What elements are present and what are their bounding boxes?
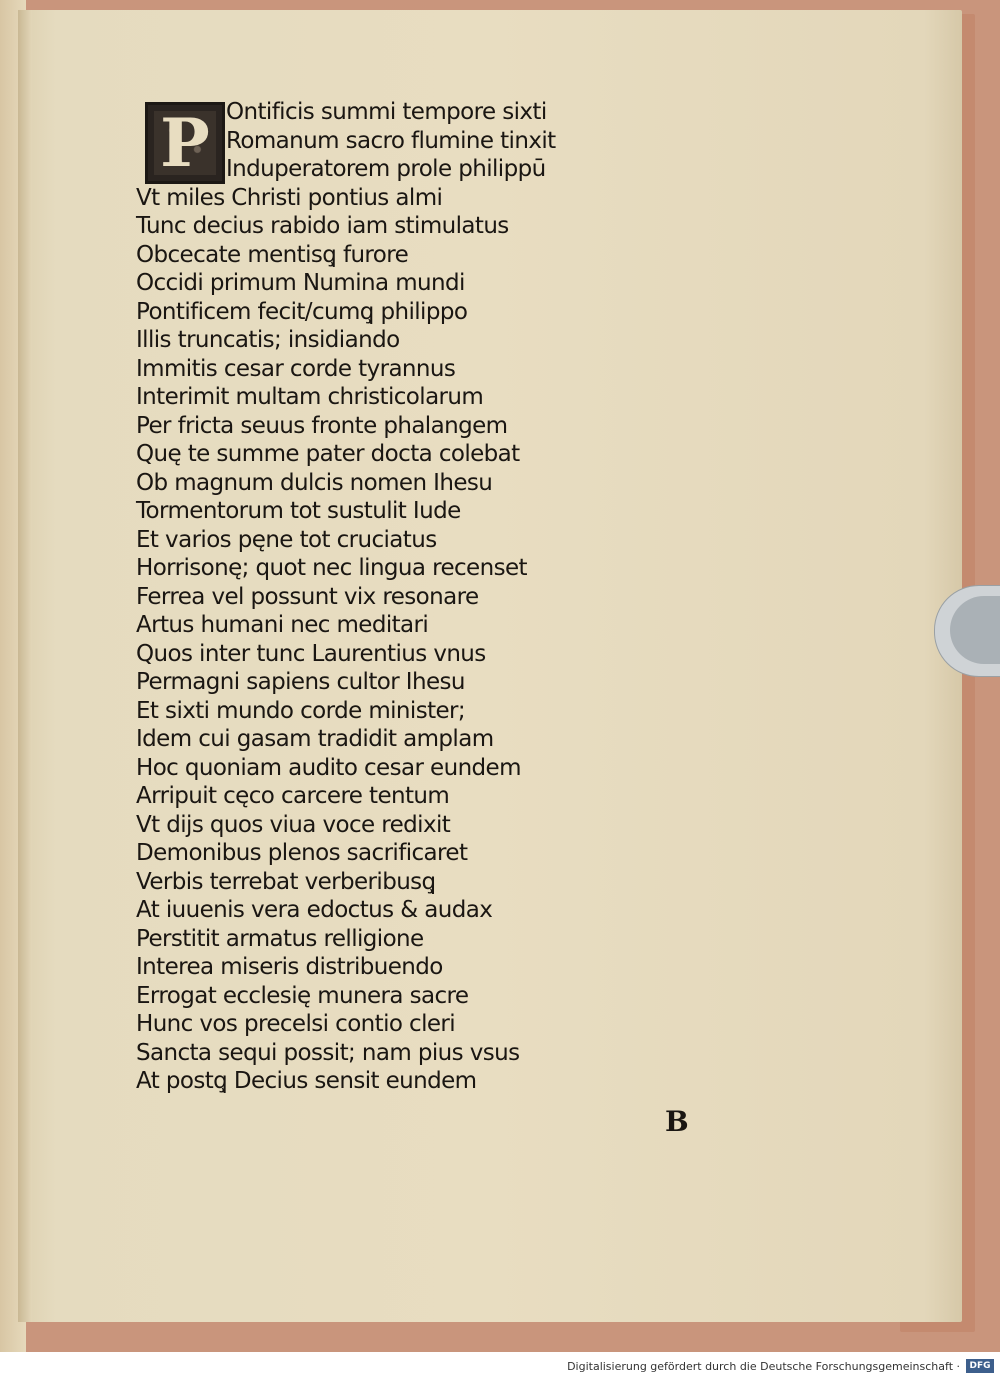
verse-line: Illis truncatis; insidiando [136,327,400,353]
verse-line: At iuuenis vera edoctus & audax [136,897,493,923]
initial-letter: P [160,104,210,182]
verse-line: Interea miseris distribuendo [136,954,443,980]
verse-line: Et varios pęne tot cruciatus [136,526,437,553]
verse-line: Permagni sapiens cultor Ihesu [136,669,465,695]
verse-line: Induperatorem prole philippū [226,156,546,182]
verse-line: Vt miles Christi pontius almi [136,184,443,211]
verse-line: Pontificem fecit/cumq̧ philippo [136,298,468,325]
verse-line: Artus humani nec meditari [136,612,429,638]
reverse-side-show-through [560,98,920,1108]
verse-line: Occidi primum Numina mundi [136,270,465,296]
verse-line: Hunc vos precelsi contio cleri [136,1011,456,1037]
verse-line: Romanum sacro flumine tinxit [226,127,556,154]
verse-line: Hoc quoniam audito cesar eundem [136,754,521,781]
verse-line: Quę te summe pater docta colebat [136,441,520,467]
verse-line: Horrisonę; quot nec lingua recenset [136,555,527,581]
verse-line: Sancta sequi possit; nam pius vsus [136,1039,520,1066]
verse-text-block [136,98,596,1096]
verse-line: At postq̧ Decius sensit eundem [136,1068,477,1094]
dfg-logo: DFG [966,1359,994,1373]
verse-line: Obcecate mentisq̧ furore [136,241,409,268]
verse-line: Arripuit cęco carcere tentum [136,783,450,809]
verse-line: Idem cui gasam tradidit amplam [136,726,494,752]
funding-credit: Digitalisierung gefördert durch die Deutsche Forschungsgemeinschaft · [567,1360,960,1373]
verse-line: Interimit multam christicolarum [136,384,484,410]
verse-line: Errogat ecclesię munera sacre [136,982,469,1009]
verse-line: Et sixti mundo corde minister; [136,697,466,724]
verse-line: Immitis cesar corde tyrannus [136,355,456,382]
verse-line: Per fricta seuus fronte phalangem [136,412,508,439]
verse-line: Vt dijs quos viua voce redixit [136,811,451,838]
verse-line: Verbis terrebat verberibusq̧ [136,868,436,895]
signature-mark: B [665,1105,689,1138]
verse-line: Ferrea vel possunt vix resonare [136,583,479,610]
page-gutter [18,10,32,1322]
verse-line: Perstitit armatus relligione [136,925,424,952]
verse-line: Quos inter tunc Laurentius vnus [136,640,486,667]
verse-line: Tunc decius rabido iam stimulatus [136,213,509,239]
verse-line: Demonibus plenos sacrificaret [136,840,468,866]
verse-line: Tormentorum tot sustulit Iude [136,498,461,524]
verse-line: Ob magnum dulcis nomen Ihesu [136,469,493,496]
verse-line: Ontificis summi tempore sixti [226,99,547,125]
